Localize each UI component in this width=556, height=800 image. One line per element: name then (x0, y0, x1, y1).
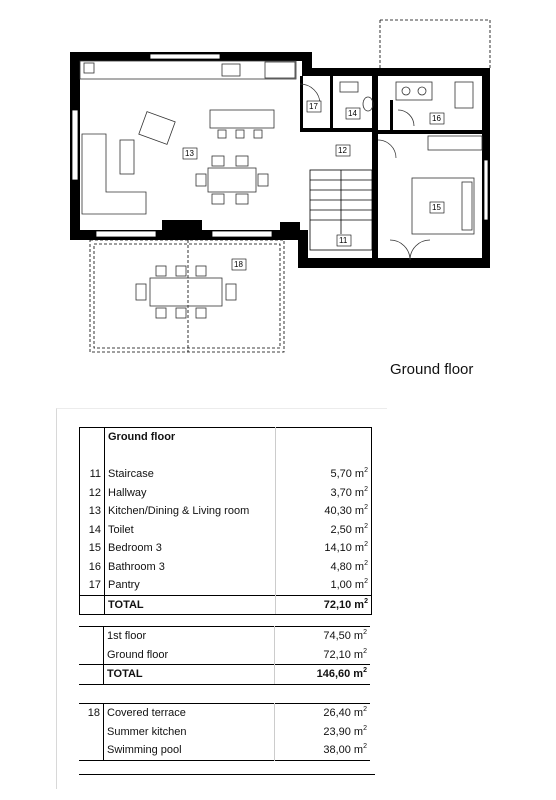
table-row (80, 502, 372, 521)
roof-outline (380, 20, 490, 68)
summary-name: Ground floor (104, 646, 275, 665)
room-area: 40,30 $m^2$ (276, 502, 372, 521)
summary-total-area: 146,60 $m^2$ (275, 665, 371, 685)
svg-text:16: 16 (432, 114, 441, 123)
bottom-rule (79, 774, 375, 775)
table-row (79, 627, 370, 646)
room-name: Hallway (105, 484, 276, 503)
room-label-14 (346, 108, 360, 119)
room-number: 11 (89, 468, 101, 481)
floor-plan (0, 0, 556, 360)
outdoor-name: Covered terrace (104, 704, 275, 723)
outdoor-area: 38,00 $m^2$ (275, 741, 371, 760)
outdoor-name: Swimming pool (104, 741, 275, 760)
outdoor-table (79, 703, 370, 761)
terrace-table (136, 266, 236, 318)
outdoor-area: 23,90 $m^2$ (275, 723, 371, 742)
table-row (79, 723, 370, 742)
table-row (80, 521, 372, 540)
room-label-18 (232, 259, 246, 270)
table-total-row (80, 595, 372, 615)
table-row (79, 741, 370, 760)
room-number: 15 (88, 542, 101, 555)
svg-text:12: 12 (338, 146, 347, 155)
table-header-row (80, 428, 372, 447)
svg-text:11: 11 (339, 236, 348, 245)
room-name: Bedroom 3 (105, 539, 276, 558)
room-labels (183, 101, 444, 270)
room-label-15 (430, 202, 444, 213)
room-area: 4,80 $m^2$ (276, 558, 372, 577)
summary-area: 72,10 $m^2$ (275, 646, 371, 665)
floor-caption: Ground floor (390, 361, 474, 378)
room-area-table (79, 427, 372, 615)
room-name: Toilet (105, 521, 276, 540)
room-label-11 (337, 235, 351, 246)
room-label-17 (307, 101, 321, 112)
table-row (80, 558, 372, 577)
table-row (80, 447, 372, 466)
svg-text:18: 18 (234, 260, 243, 269)
room-number: 13 (88, 505, 101, 518)
table-row (80, 465, 372, 484)
bedroom-furniture (390, 136, 482, 260)
room-area: 3,70 $m^2$ (276, 484, 372, 503)
living-furniture (82, 112, 175, 214)
summary-total-label: TOTAL (104, 665, 275, 685)
outdoor-area: 26,40 $m^2$ (275, 704, 371, 723)
table-row (79, 646, 370, 665)
room-name: Bathroom 3 (105, 558, 276, 577)
table-row (80, 484, 372, 503)
room-area: 5,70 $m^2$ (276, 465, 372, 484)
table-row (80, 539, 372, 558)
room-name: Kitchen/Dining & Living room (105, 502, 276, 521)
room-number: 12 (88, 486, 101, 499)
room-name: Pantry (105, 576, 276, 595)
table-heading: Ground floor (105, 428, 276, 447)
room-area: 2,50 $m^2$ (276, 521, 372, 540)
bath-fixtures (340, 82, 473, 126)
kitchen-counter (80, 61, 296, 79)
svg-text:14: 14 (348, 109, 357, 118)
outdoor-name: Summer kitchen (104, 723, 275, 742)
table-row (80, 576, 372, 595)
room-label-13 (183, 148, 197, 159)
summary-total-row (79, 665, 370, 685)
svg-text:17: 17 (309, 102, 318, 111)
room-label-16 (430, 113, 444, 124)
island (210, 110, 274, 138)
total-area: 72,10 $m^2$ (276, 595, 372, 615)
summary-table (79, 626, 370, 685)
summary-area: 74,50 $m^2$ (275, 627, 371, 646)
svg-text:13: 13 (185, 149, 194, 158)
svg-text:15: 15 (432, 203, 441, 212)
room-label-12 (336, 145, 350, 156)
room-name: Staircase (105, 465, 276, 484)
outdoor-number: 18 (87, 707, 100, 720)
room-area: 14,10 $m^2$ (276, 539, 372, 558)
room-number: 14 (88, 523, 101, 536)
terrace (90, 240, 284, 352)
total-label: TOTAL (105, 595, 276, 615)
dining-table (196, 156, 268, 204)
room-area: 1,00 $m^2$ (276, 576, 372, 595)
summary-name: 1st floor (104, 627, 275, 646)
table-row (79, 704, 370, 723)
room-number: 16 (88, 560, 101, 573)
room-number: 17 (88, 579, 101, 592)
